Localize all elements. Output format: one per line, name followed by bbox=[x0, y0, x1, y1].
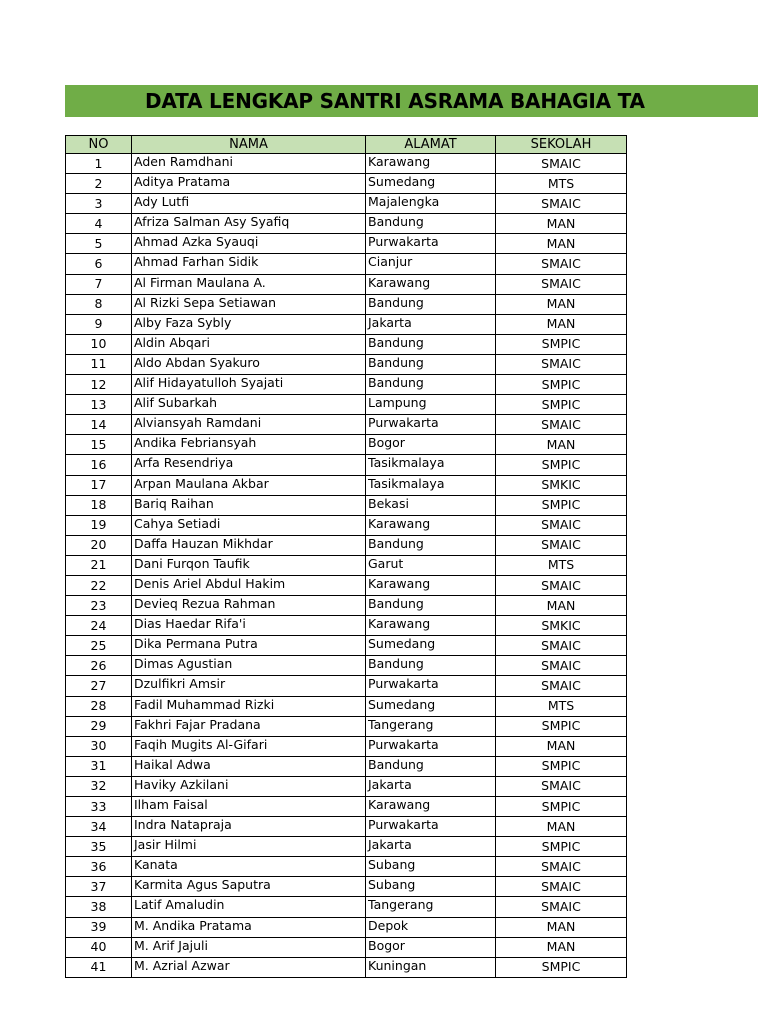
cell-no: 35 bbox=[66, 837, 132, 857]
cell-nama: Devieq Rezua Rahman bbox=[132, 596, 366, 616]
cell-no: 9 bbox=[66, 314, 132, 334]
cell-no: 3 bbox=[66, 194, 132, 214]
cell-nama: Ilham Faisal bbox=[132, 797, 366, 817]
cell-nama: Arfa Resendriya bbox=[132, 455, 366, 475]
table-row bbox=[66, 334, 627, 354]
cell-sekolah: SMPIC bbox=[496, 797, 627, 817]
cell-nama: Dias Haedar Rifa'i bbox=[132, 616, 366, 636]
cell-sekolah: SMKIC bbox=[496, 475, 627, 495]
table-row bbox=[66, 596, 627, 616]
cell-no: 1 bbox=[66, 154, 132, 174]
cell-sekolah: MTS bbox=[496, 174, 627, 194]
cell-no: 21 bbox=[66, 555, 132, 575]
table-row bbox=[66, 817, 627, 837]
column-header-no: NO bbox=[66, 136, 132, 154]
cell-alamat: Tangerang bbox=[366, 897, 496, 917]
cell-alamat: Bekasi bbox=[366, 495, 496, 515]
cell-sekolah: MAN bbox=[496, 435, 627, 455]
cell-alamat: Sumedang bbox=[366, 696, 496, 716]
cell-no: 32 bbox=[66, 776, 132, 796]
cell-nama: Dika Permana Putra bbox=[132, 636, 366, 656]
cell-sekolah: SMPIC bbox=[496, 716, 627, 736]
table-row bbox=[66, 877, 627, 897]
cell-alamat: Cianjur bbox=[366, 254, 496, 274]
table-row bbox=[66, 174, 627, 194]
cell-no: 8 bbox=[66, 294, 132, 314]
cell-no: 25 bbox=[66, 636, 132, 656]
table-row bbox=[66, 736, 627, 756]
table-row bbox=[66, 455, 627, 475]
cell-alamat: Majalengka bbox=[366, 194, 496, 214]
cell-sekolah: SMAIC bbox=[496, 254, 627, 274]
cell-nama: Ahmad Azka Syauqi bbox=[132, 234, 366, 254]
cell-sekolah: MTS bbox=[496, 555, 627, 575]
cell-sekolah: SMPIC bbox=[496, 495, 627, 515]
table-row bbox=[66, 716, 627, 736]
table-row bbox=[66, 636, 627, 656]
cell-no: 5 bbox=[66, 234, 132, 254]
table-row bbox=[66, 797, 627, 817]
table-row bbox=[66, 776, 627, 796]
cell-nama: Bariq Raihan bbox=[132, 495, 366, 515]
cell-no: 33 bbox=[66, 797, 132, 817]
cell-alamat: Bandung bbox=[366, 535, 496, 555]
cell-sekolah: SMAIC bbox=[496, 636, 627, 656]
cell-alamat: Karawang bbox=[366, 575, 496, 595]
cell-no: 34 bbox=[66, 817, 132, 837]
cell-nama: Arpan Maulana Akbar bbox=[132, 475, 366, 495]
table-row bbox=[66, 154, 627, 174]
cell-alamat: Purwakarta bbox=[366, 817, 496, 837]
cell-sekolah: SMAIC bbox=[496, 877, 627, 897]
cell-nama: Haviky Azkilani bbox=[132, 776, 366, 796]
cell-alamat: Bandung bbox=[366, 656, 496, 676]
cell-alamat: Subang bbox=[366, 857, 496, 877]
cell-no: 16 bbox=[66, 455, 132, 475]
table-row bbox=[66, 415, 627, 435]
table-row bbox=[66, 214, 627, 234]
cell-no: 30 bbox=[66, 736, 132, 756]
cell-nama: Alviansyah Ramdani bbox=[132, 415, 366, 435]
cell-sekolah: SMAIC bbox=[496, 575, 627, 595]
cell-alamat: Lampung bbox=[366, 395, 496, 415]
table-row bbox=[66, 676, 627, 696]
cell-alamat: Bandung bbox=[366, 294, 496, 314]
cell-nama: Haikal Adwa bbox=[132, 756, 366, 776]
cell-alamat: Tangerang bbox=[366, 716, 496, 736]
cell-no: 14 bbox=[66, 415, 132, 435]
cell-nama: Dimas Agustian bbox=[132, 656, 366, 676]
cell-no: 12 bbox=[66, 375, 132, 395]
title-bar bbox=[65, 85, 758, 117]
cell-nama: Ahmad Farhan Sidik bbox=[132, 254, 366, 274]
cell-no: 26 bbox=[66, 656, 132, 676]
table-row bbox=[66, 495, 627, 515]
cell-alamat: Jakarta bbox=[366, 776, 496, 796]
cell-sekolah: SMPIC bbox=[496, 957, 627, 977]
cell-sekolah: SMAIC bbox=[496, 515, 627, 535]
cell-sekolah: SMAIC bbox=[496, 354, 627, 374]
cell-nama: Alif Subarkah bbox=[132, 395, 366, 415]
table-row bbox=[66, 435, 627, 455]
cell-no: 7 bbox=[66, 274, 132, 294]
column-header-alamat: ALAMAT bbox=[366, 136, 496, 154]
page-title: DATA LENGKAP SANTRI ASRAMA BAHAGIA TA bbox=[145, 89, 645, 113]
cell-sekolah: SMAIC bbox=[496, 274, 627, 294]
cell-nama: Ady Lutfi bbox=[132, 194, 366, 214]
cell-sekolah: SMAIC bbox=[496, 415, 627, 435]
cell-nama: Faqih Mugits Al-Gifari bbox=[132, 736, 366, 756]
column-header-sekolah: SEKOLAH bbox=[496, 136, 627, 154]
cell-no: 4 bbox=[66, 214, 132, 234]
cell-sekolah: MAN bbox=[496, 917, 627, 937]
table-row bbox=[66, 917, 627, 937]
cell-alamat: Karawang bbox=[366, 515, 496, 535]
cell-sekolah: MAN bbox=[496, 234, 627, 254]
cell-sekolah: SMAIC bbox=[496, 154, 627, 174]
cell-alamat: Subang bbox=[366, 877, 496, 897]
cell-sekolah: SMAIC bbox=[496, 656, 627, 676]
cell-alamat: Jakarta bbox=[366, 314, 496, 334]
cell-alamat: Bogor bbox=[366, 937, 496, 957]
cell-nama: Jasir Hilmi bbox=[132, 837, 366, 857]
cell-no: 2 bbox=[66, 174, 132, 194]
cell-nama: Fakhri Fajar Pradana bbox=[132, 716, 366, 736]
cell-alamat: Sumedang bbox=[366, 174, 496, 194]
cell-no: 31 bbox=[66, 756, 132, 776]
table-row bbox=[66, 354, 627, 374]
cell-no: 37 bbox=[66, 877, 132, 897]
cell-sekolah: SMPIC bbox=[496, 756, 627, 776]
table-row bbox=[66, 515, 627, 535]
table-row bbox=[66, 395, 627, 415]
table-row bbox=[66, 696, 627, 716]
cell-nama: Kanata bbox=[132, 857, 366, 877]
cell-alamat: Karawang bbox=[366, 616, 496, 636]
cell-no: 28 bbox=[66, 696, 132, 716]
cell-sekolah: SMAIC bbox=[496, 535, 627, 555]
cell-nama: Aditya Pratama bbox=[132, 174, 366, 194]
cell-alamat: Bandung bbox=[366, 334, 496, 354]
column-header-nama: NAMA bbox=[132, 136, 366, 154]
cell-nama: Aden Ramdhani bbox=[132, 154, 366, 174]
cell-alamat: Bandung bbox=[366, 596, 496, 616]
table-row bbox=[66, 294, 627, 314]
cell-alamat: Kuningan bbox=[366, 957, 496, 977]
cell-alamat: Tasikmalaya bbox=[366, 475, 496, 495]
santri-table bbox=[65, 135, 627, 978]
cell-sekolah: MAN bbox=[496, 294, 627, 314]
cell-no: 41 bbox=[66, 957, 132, 977]
cell-no: 18 bbox=[66, 495, 132, 515]
cell-alamat: Purwakarta bbox=[366, 736, 496, 756]
cell-alamat: Bandung bbox=[366, 756, 496, 776]
cell-no: 19 bbox=[66, 515, 132, 535]
cell-nama: Indra Natapraja bbox=[132, 817, 366, 837]
table-row bbox=[66, 897, 627, 917]
cell-nama: Alif Hidayatulloh Syajati bbox=[132, 375, 366, 395]
cell-nama: Afriza Salman Asy Syafiq bbox=[132, 214, 366, 234]
cell-nama: Fadil Muhammad Rizki bbox=[132, 696, 366, 716]
cell-alamat: Karawang bbox=[366, 797, 496, 817]
cell-alamat: Tasikmalaya bbox=[366, 455, 496, 475]
cell-sekolah: MAN bbox=[496, 817, 627, 837]
table-row bbox=[66, 274, 627, 294]
cell-alamat: Bandung bbox=[366, 354, 496, 374]
cell-sekolah: SMPIC bbox=[496, 334, 627, 354]
cell-alamat: Karawang bbox=[366, 154, 496, 174]
cell-sekolah: MAN bbox=[496, 214, 627, 234]
cell-nama: Denis Ariel Abdul Hakim bbox=[132, 575, 366, 595]
cell-alamat: Bogor bbox=[366, 435, 496, 455]
cell-no: 22 bbox=[66, 575, 132, 595]
cell-sekolah: MAN bbox=[496, 736, 627, 756]
cell-sekolah: SMAIC bbox=[496, 776, 627, 796]
cell-alamat: Purwakarta bbox=[366, 234, 496, 254]
cell-nama: Aldin Abqari bbox=[132, 334, 366, 354]
cell-sekolah: SMKIC bbox=[496, 616, 627, 636]
cell-alamat: Purwakarta bbox=[366, 676, 496, 696]
table-row bbox=[66, 475, 627, 495]
cell-sekolah: SMPIC bbox=[496, 375, 627, 395]
cell-nama: Al Firman Maulana A. bbox=[132, 274, 366, 294]
cell-nama: Cahya Setiadi bbox=[132, 515, 366, 535]
cell-sekolah: MAN bbox=[496, 937, 627, 957]
table-row bbox=[66, 535, 627, 555]
cell-sekolah: MAN bbox=[496, 596, 627, 616]
cell-sekolah: SMAIC bbox=[496, 676, 627, 696]
cell-nama: Al Rizki Sepa Setiawan bbox=[132, 294, 366, 314]
cell-no: 15 bbox=[66, 435, 132, 455]
cell-nama: M. Azrial Azwar bbox=[132, 957, 366, 977]
table-row bbox=[66, 555, 627, 575]
cell-no: 38 bbox=[66, 897, 132, 917]
cell-sekolah: SMPIC bbox=[496, 455, 627, 475]
cell-no: 20 bbox=[66, 535, 132, 555]
table-row bbox=[66, 194, 627, 214]
table-row bbox=[66, 937, 627, 957]
cell-no: 36 bbox=[66, 857, 132, 877]
cell-no: 13 bbox=[66, 395, 132, 415]
cell-no: 39 bbox=[66, 917, 132, 937]
cell-no: 6 bbox=[66, 254, 132, 274]
cell-no: 29 bbox=[66, 716, 132, 736]
cell-no: 17 bbox=[66, 475, 132, 495]
table-row bbox=[66, 375, 627, 395]
table-header-row bbox=[66, 136, 627, 154]
cell-alamat: Karawang bbox=[366, 274, 496, 294]
table-row bbox=[66, 254, 627, 274]
cell-nama: Karmita Agus Saputra bbox=[132, 877, 366, 897]
cell-alamat: Bandung bbox=[366, 375, 496, 395]
cell-sekolah: SMPIC bbox=[496, 837, 627, 857]
cell-alamat: Garut bbox=[366, 555, 496, 575]
table-row bbox=[66, 837, 627, 857]
cell-no: 40 bbox=[66, 937, 132, 957]
cell-alamat: Jakarta bbox=[366, 837, 496, 857]
cell-nama: M. Arif Jajuli bbox=[132, 937, 366, 957]
table-row bbox=[66, 857, 627, 877]
cell-alamat: Depok bbox=[366, 917, 496, 937]
cell-nama: Aldo Abdan Syakuro bbox=[132, 354, 366, 374]
cell-nama: Alby Faza Sybly bbox=[132, 314, 366, 334]
cell-sekolah: MAN bbox=[496, 314, 627, 334]
table-row bbox=[66, 234, 627, 254]
table-row bbox=[66, 656, 627, 676]
cell-sekolah: SMAIC bbox=[496, 897, 627, 917]
cell-nama: Dani Furqon Taufik bbox=[132, 555, 366, 575]
cell-nama: Andika Febriansyah bbox=[132, 435, 366, 455]
table-row bbox=[66, 616, 627, 636]
cell-alamat: Purwakarta bbox=[366, 415, 496, 435]
cell-nama: Dzulfikri Amsir bbox=[132, 676, 366, 696]
cell-nama: M. Andika Pratama bbox=[132, 917, 366, 937]
cell-no: 11 bbox=[66, 354, 132, 374]
cell-alamat: Sumedang bbox=[366, 636, 496, 656]
cell-sekolah: MTS bbox=[496, 696, 627, 716]
table-row bbox=[66, 957, 627, 977]
cell-no: 24 bbox=[66, 616, 132, 636]
table-row bbox=[66, 756, 627, 776]
cell-nama: Latif Amaludin bbox=[132, 897, 366, 917]
cell-sekolah: SMAIC bbox=[496, 194, 627, 214]
cell-no: 27 bbox=[66, 676, 132, 696]
cell-sekolah: SMAIC bbox=[496, 857, 627, 877]
table-row bbox=[66, 575, 627, 595]
cell-no: 10 bbox=[66, 334, 132, 354]
cell-alamat: Bandung bbox=[366, 214, 496, 234]
cell-no: 23 bbox=[66, 596, 132, 616]
table-body bbox=[66, 154, 627, 978]
cell-nama: Daffa Hauzan Mikhdar bbox=[132, 535, 366, 555]
table-row bbox=[66, 314, 627, 334]
cell-sekolah: SMPIC bbox=[496, 395, 627, 415]
